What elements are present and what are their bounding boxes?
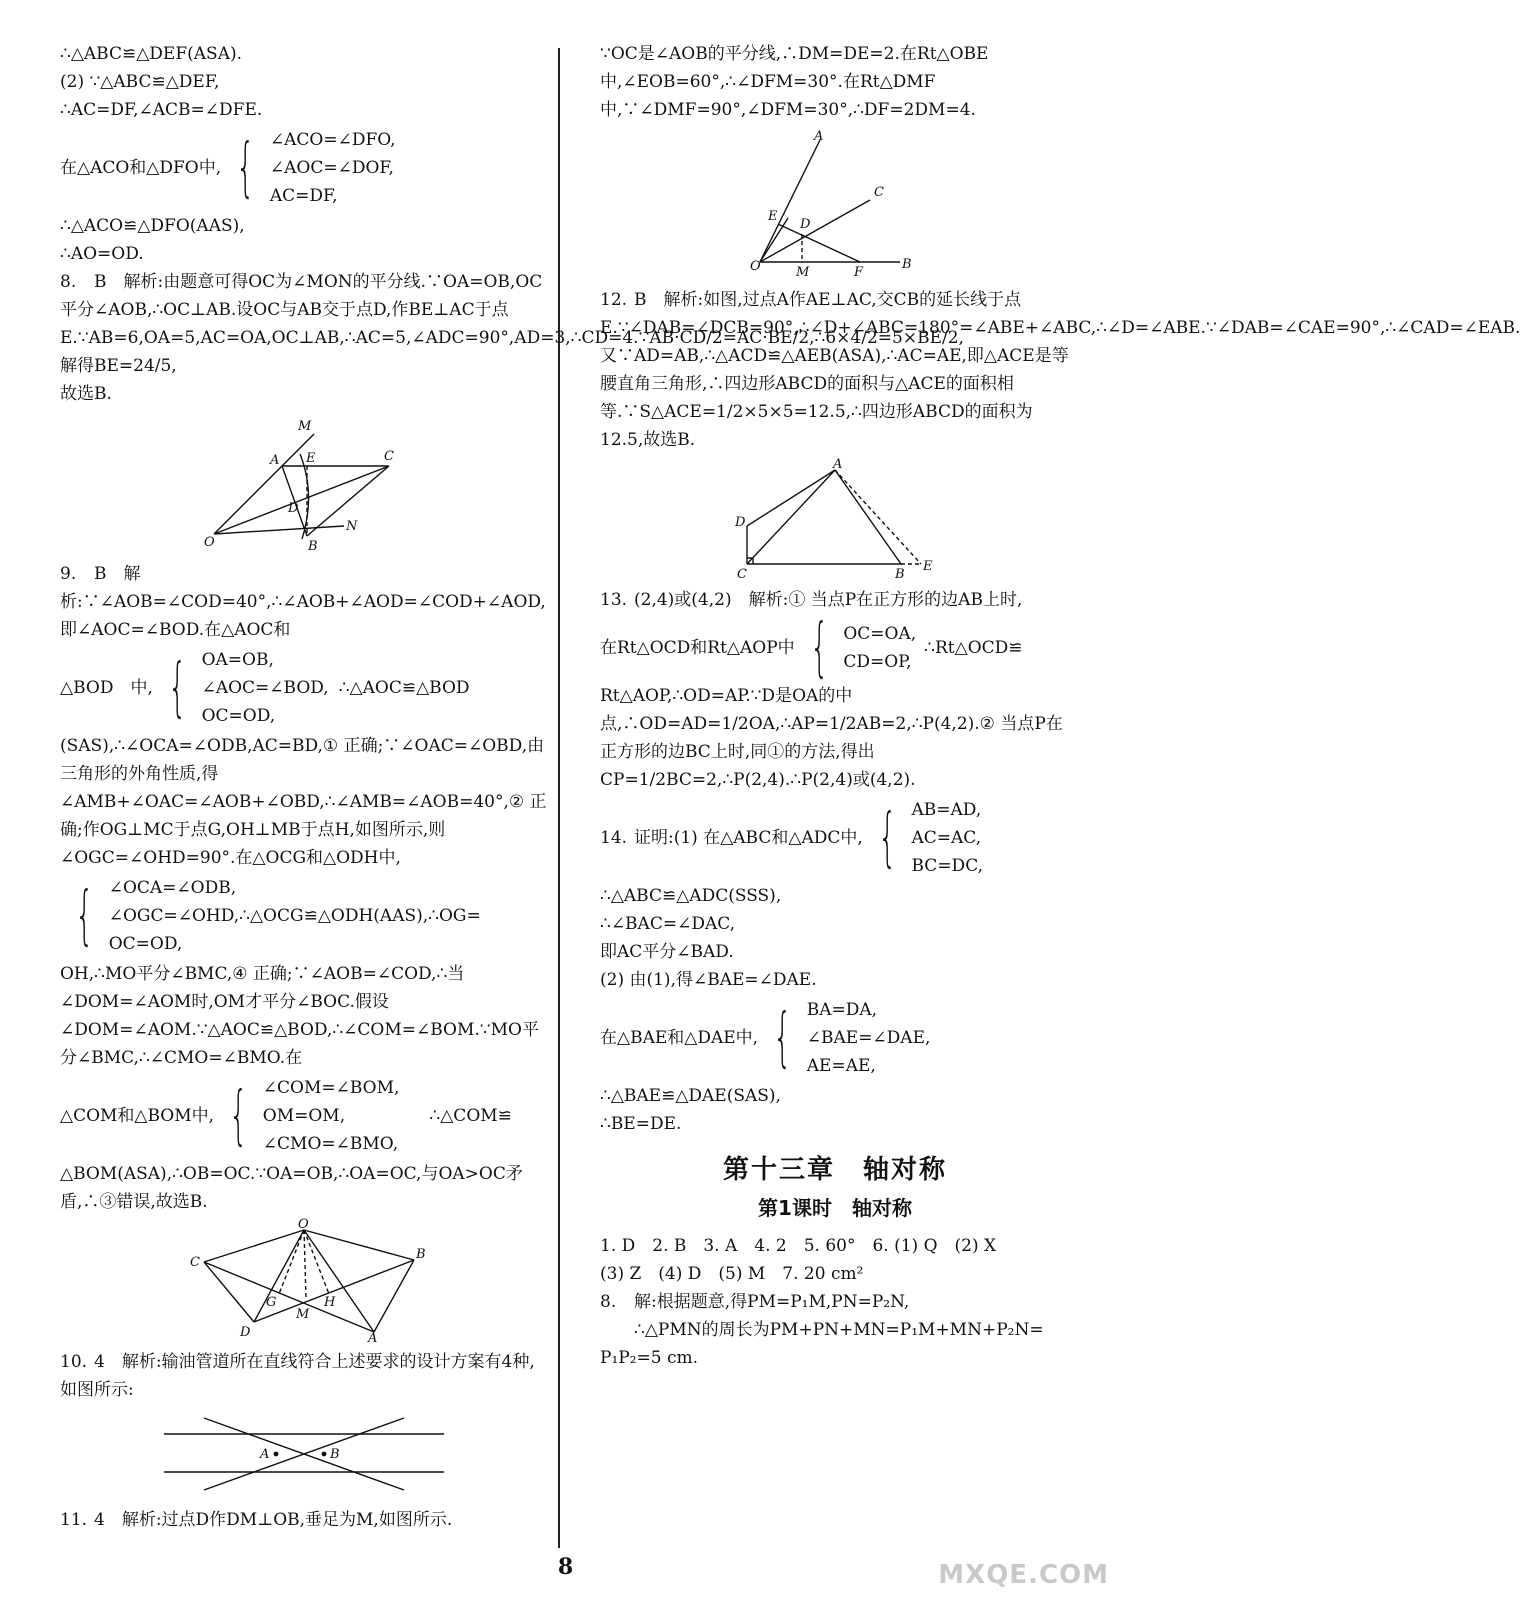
system-line: AB=AD, (911, 800, 982, 820)
label-D: D (735, 515, 746, 530)
question-8b (600, 1288, 1070, 1372)
label-M: M (298, 419, 312, 434)
p7-lines (60, 40, 548, 124)
question-number: 9. (60, 564, 77, 584)
system-line: BA=DA, (806, 1000, 878, 1020)
question-number: 11. (60, 1510, 88, 1530)
answer-line: (3) Z (4) D (5) M 7. 20 cm² (600, 1264, 864, 1284)
text-line: ∴△ABC≌△DEF(ASA). (60, 44, 243, 64)
question-number: 13. (600, 590, 628, 610)
system-intro: 在△ACO和△DFO中, (60, 158, 222, 178)
question-number: 12. (600, 290, 628, 310)
system-intro: △BOD 中, (60, 678, 153, 698)
label-D: D (288, 501, 299, 516)
label-A: A (260, 1447, 270, 1462)
label-H: H (324, 1295, 336, 1310)
brace-icon: { (877, 801, 897, 875)
system-line: CD=OP, (843, 652, 912, 672)
system-line: ∠BAE=∠DAE, (806, 1028, 931, 1048)
right-column (600, 40, 1520, 1372)
system-line: ∠OCA=∠ODB, (108, 878, 237, 898)
label-M: M (296, 1307, 310, 1322)
brace-icon: { (168, 651, 187, 725)
system-line: AC=AC, (911, 828, 982, 848)
system-line: ∠CMO=∠BMO, (262, 1134, 399, 1154)
figure-q9 (184, 1217, 426, 1346)
question-text: B 解析:由题意可得OC为∠MON的平分线.∵OA=OB,OC平分∠AOB,∴OC⊥AB.设OC与AB交于点D,作BE⊥AC于点E.∵AB=6,OA=5,AC=OA,OC⊥AB,∴AC=5,∠ADC=90°,AD=3,∴CD=4.∵AB·CD/2=AC·BE/2,∴6×4/2=5×BE/2,解得BE=24/5, (60, 272, 964, 376)
system-line: AE=AE, (806, 1056, 876, 1076)
question-text: OH,∴MO平分∠BMC,④ 正确;∵∠AOB=∠COD,∴当∠DOM=∠AOM时,OM才平分∠BOC.假设∠DOM=∠AOM.∵△AOC≌△BOD,∴∠COM=∠BOM.∵MO平分∠BMC,∴∠CMO=∠BMO.在 (60, 964, 539, 1068)
question-10 (60, 1348, 548, 1404)
question-text: 4 解析:输油管道所在直线符合上述要求的设计方案有4种,如图所示: (60, 1352, 535, 1400)
label-D: D (240, 1325, 251, 1340)
system-line: ∠AOC=∠DOF, (269, 158, 394, 178)
brace-icon: { (809, 611, 829, 685)
label-C: C (737, 567, 747, 582)
label-D: D (800, 217, 811, 232)
question-14 (600, 796, 1070, 1138)
system-line: BC=DC, (911, 856, 983, 876)
label-M: M (796, 265, 810, 280)
label-B: B (416, 1247, 426, 1262)
label-E: E (923, 559, 933, 574)
text-line: 故选B. (60, 384, 112, 404)
label-B: B (902, 257, 912, 272)
system-line: OC=OA, (843, 624, 917, 644)
column-divider (558, 48, 560, 1548)
system-conclusion: ∴Rt△OCD≌ (924, 638, 1023, 658)
question-number: 10. (60, 1352, 88, 1372)
text-line: (2) ∵△ABC≌△DEF, (60, 72, 220, 92)
label-O: O (204, 535, 215, 550)
question-text: Rt△AOP,∴OD=AP.∵D是OA的中点,∴OD=AD=1/2OA,∴AP=1/2AB=2,∴P(4,2).② 当点P在正方形的边BC上时,同①的方法,得出CP=1/2BC=2,∴P(2,4).∴P(2,4)或(4,2). (600, 686, 1063, 790)
system-line: OC=OD, (201, 706, 276, 726)
question-text: ∵OC是∠AOB的平分线,∴DM=DE=2.在Rt△OBE中,∠EOB=60°,∴∠DFM=30°.在Rt△DMF中,∵∠DMF=90°,∠DFM=30°,∴DF=2DM=4. (600, 44, 989, 120)
system-line: AC=DF, (269, 186, 338, 206)
text-line: ∴BE=DE. (600, 1114, 682, 1134)
label-O: O (750, 259, 761, 274)
label-A: A (368, 1331, 378, 1346)
system-line: ∠AOC=∠BOD, (201, 678, 329, 698)
label-G: G (266, 1295, 277, 1310)
equation-system (600, 611, 1070, 685)
question-text: (2,4)或(4,2) 解析:① 当点P在正方形的边AB上时, (634, 590, 1023, 610)
equation-system (600, 796, 1070, 880)
brace-icon: { (773, 1001, 792, 1075)
figure-q12 (725, 457, 945, 582)
chapter-title: 第十三章 轴对称 (722, 1155, 947, 1185)
text-line: 解:根据题意,得PM=P₁M,PN=P₂N, (634, 1292, 910, 1312)
page-number: 8 (557, 1554, 574, 1580)
question-12 (600, 286, 1520, 454)
text-line: ∴△ABC≌△ADC(SSS), (600, 886, 782, 906)
question-9 (60, 560, 548, 1216)
label-C: C (384, 449, 394, 464)
text-line: ∴∠BAC=∠DAC, (600, 914, 736, 934)
text-line: 即AC平分∠BAD. (600, 942, 734, 962)
question-number: 14. (600, 828, 628, 848)
label-F: F (854, 265, 864, 280)
brace-icon: { (236, 131, 255, 205)
question-text: B 解析:∵∠AOB=∠COD=40°,∴∠AOB+∠AOD=∠COD+∠AOD,即∠AOC=∠BOD.在△AOC和 (60, 564, 546, 640)
equation-system (60, 646, 548, 730)
question-13 (600, 586, 1070, 794)
point-a-icon (274, 1452, 279, 1457)
label-A: A (814, 129, 824, 144)
system-line: OM=OM, (262, 1106, 346, 1126)
label-B: B (330, 1447, 340, 1462)
system-intro: △COM和△BOM中, (60, 1106, 215, 1126)
text-line: ∴AO=OD. (60, 244, 144, 264)
label-B: B (308, 539, 318, 554)
label-C: C (190, 1255, 200, 1270)
text-line: ∴AC=DF,∠ACB=∠DFE. (60, 100, 263, 120)
brace-icon: { (229, 1079, 248, 1153)
question-11 (60, 1506, 548, 1534)
system-intro: 在△BAE和△DAE中, (600, 1028, 759, 1048)
equation-system (60, 874, 548, 958)
system-intro: 证明:(1) 在△ABC和△ADC中, (634, 828, 863, 848)
question-text: 4 解析:过点D作DM⊥OB,垂足为M,如图所示. (94, 1510, 453, 1530)
point-b-icon (322, 1452, 327, 1457)
question-text: △BOM(ASA),∴OB=OC.∵OA=OB,∴OA=OC,与OA>OC矛盾,∴③错误,故选B. (60, 1164, 523, 1212)
answer-line: 1. D 2. B 3. A 4. 2 5. 60° 6. (1) Q (2) X (600, 1236, 997, 1256)
text-line: ∴△BAE≌△DAE(SAS), (600, 1086, 781, 1106)
label-E: E (768, 209, 778, 224)
figure-q11 (750, 130, 920, 280)
question-text: (SAS),∴∠OCA=∠ODB,AC=BD,① 正确;∵∠OAC=∠OBD,由三角形的外角性质,得∠AMB+∠OAC=∠AOB+∠OBD,∴∠AMB=∠AOB=40°,② 正确;作OG⊥MC于点G,OH⊥MB于点H,如图所示,则∠OGC=∠OHD=90°.在△OCG和△ODH中, (60, 736, 547, 868)
label-A: A (270, 453, 280, 468)
text-line: ∴△ACO≌△DFO(AAS), (60, 216, 245, 236)
label-O: O (298, 1217, 309, 1232)
system-conclusion: ∴△AOC≌△BOD (338, 678, 470, 698)
label-B: B (895, 567, 905, 582)
system-line: OA=OB, (201, 650, 274, 670)
text-line: (2) 由(1),得∠BAE=∠DAE. (600, 970, 817, 990)
text-line: P₁P₂=5 cm. (600, 1348, 699, 1368)
system-line: ∠OGC=∠OHD,∴△OCG≌△ODH(AAS),∴OG= (108, 906, 481, 926)
text-line: ∴△PMN的周长为PM+PN+MN=P₁M+MN+P₂N= (634, 1320, 1044, 1340)
system-line: ∠COM=∠BOM, (262, 1078, 400, 1098)
lesson-title: 第1课时 轴对称 (758, 1196, 912, 1220)
equation-system (600, 996, 1070, 1080)
question-text: B 解析:如图,过点A作AE⊥AC,交CB的延长线于点E.∵∠DAB=∠DCB=90°,∴∠D+∠ABC=180°=∠ABE+∠ABC,∴∠D=∠ABE.∵∠DAB=∠CAE=90°,∴∠CAD=∠EAB.又∵AD=AB,∴△ACD≌△AEB(ASA),∴AC=AE,即△ACE是等腰直角三角形,∴四边形ABCD的面积与△ACE的面积相等.∵S△ACE=1/2×5×5=12.5,∴四边形ABCD的面积为12.5,故选B. (600, 290, 1520, 450)
equation-system (60, 126, 548, 210)
system-conclusion: ∴△COM≌ (429, 1106, 512, 1126)
question-number: 8. (600, 1292, 617, 1312)
question-number: 8. (60, 272, 77, 292)
figure-q10 (164, 1410, 444, 1500)
watermark: MXQE.COM (938, 1560, 1109, 1590)
label-C: C (874, 185, 884, 200)
system-intro: 在Rt△OCD和Rt△AOP中 (600, 638, 795, 658)
label-N: N (346, 519, 358, 534)
system-line: OC=OD, (108, 934, 183, 954)
equation-system (60, 1074, 548, 1158)
label-A: A (833, 457, 843, 472)
figure-q8 (204, 414, 404, 554)
label-E: E (306, 451, 316, 466)
system-line: ∠ACO=∠DFO, (269, 130, 396, 150)
brace-icon: { (75, 879, 94, 953)
